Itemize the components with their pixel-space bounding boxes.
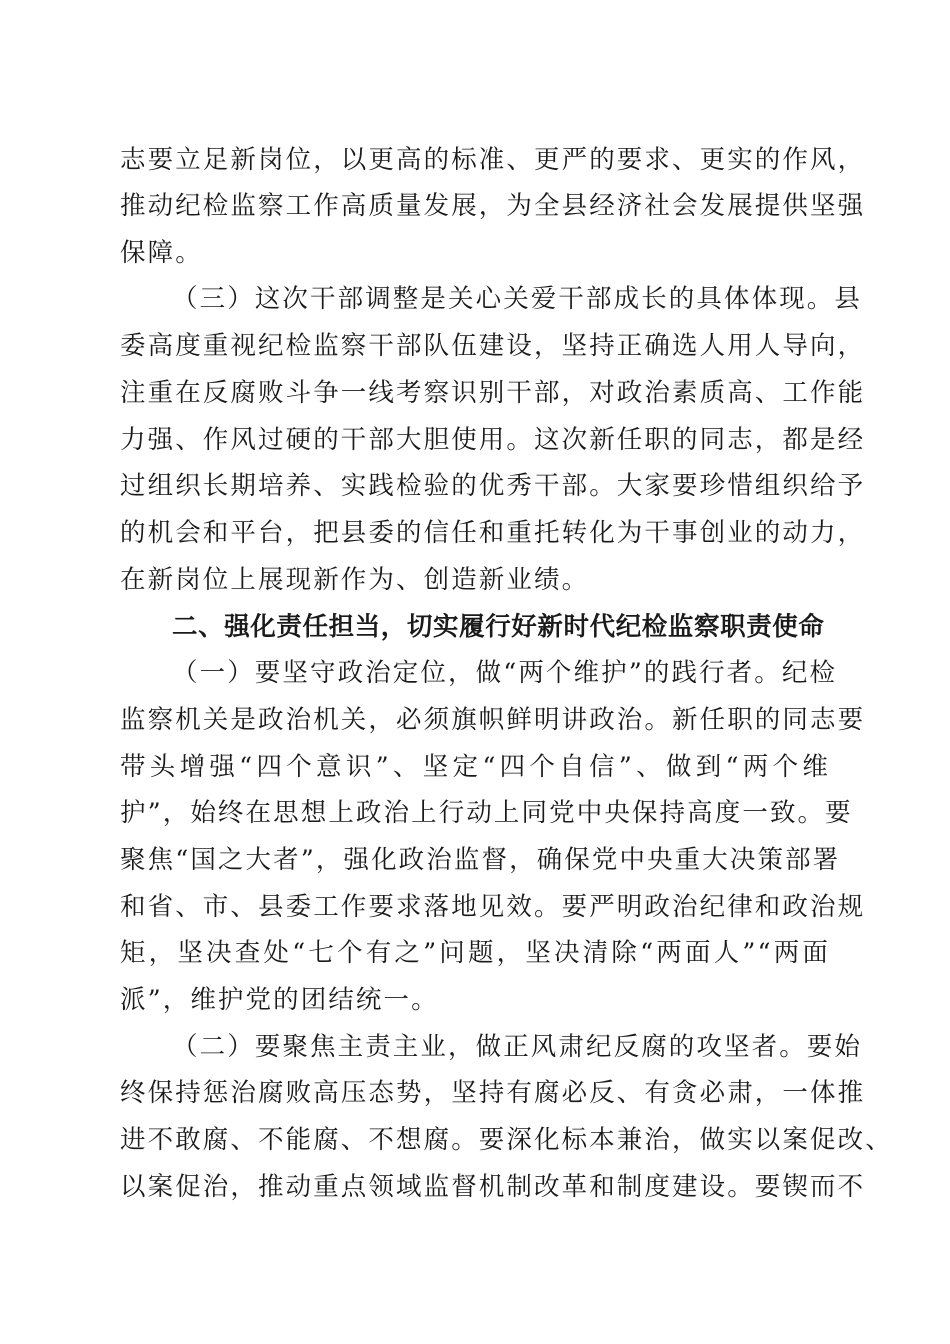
body-text-line: 推动纪检监察工作高质量发展，为全县经济社会发展提供坚强 — [120, 191, 866, 221]
body-text-line: 志要立足新岗位，以更高的标准、更严的要求、更实的作风， — [120, 145, 866, 175]
paragraph-first-line: （一）要坚守政治定位，做“两个维护”的践行者。纪检 — [172, 658, 838, 688]
body-text-line: 注重在反腐败斗争一线考察识别干部，对政治素质高、工作能 — [120, 378, 866, 408]
body-text-line: 在新岗位上展现新作为、创造新业绩。 — [120, 565, 590, 595]
body-text-line: 力强、作风过硬的干部大胆使用。这次新任职的同志，都是经 — [120, 425, 866, 455]
body-text-line: 矩，坚决查处“七个有之”问题，坚决清除“两面人”“两面 — [120, 938, 830, 968]
body-text-line: 派”，维护党的团结统一。 — [120, 985, 439, 1015]
body-text-line: 进不敢腐、不能腐、不想腐。要深化标本兼治，做实以案促改、 — [120, 1125, 893, 1155]
body-text-line: 护”，始终在思想上政治上行动上同党中央保持高度一致。要 — [120, 798, 853, 828]
body-text-line: 以案促治，推动重点领域监督机制改革和制度建设。要锲而不 — [120, 1172, 866, 1202]
body-text-line: 终保持惩治腐败高压态势，坚持有腐必反、有贪必肃，一体推 — [120, 1078, 866, 1108]
body-text-line: 保障。 — [120, 238, 203, 268]
body-text-line: 委高度重视纪检监察干部队伍建设，坚持正确选人用人导向， — [120, 331, 866, 361]
body-text-line: 监察机关是政治机关，必须旗帜鲜明讲政治。新任职的同志要 — [120, 705, 866, 735]
paragraph-first-line: （三）这次干部调整是关心关爱干部成长的具体体现。县 — [172, 284, 863, 314]
body-text-line: 的机会和平台，把县委的信任和重托转化为干事创业的动力， — [120, 518, 866, 548]
body-text-line: 带头增强“四个意识”、坚定“四个自信”、做到“两个维 — [120, 752, 830, 782]
body-text-line: 和省、市、县委工作要求落地见效。要严明政治纪律和政治规 — [120, 892, 866, 922]
section-heading: 二、强化责任担当，切实履行好新时代纪检监察职责使命 — [172, 612, 825, 642]
body-text-line: 聚焦“国之大者”，强化政治监督，确保党中央重大决策部署 — [120, 845, 841, 875]
body-text-line: 过组织长期培养、实践检验的优秀干部。大家要珍惜组织给予 — [120, 471, 866, 501]
paragraph-first-line: （二）要聚焦主责主业，做正风肃纪反腐的攻坚者。要始 — [172, 1032, 863, 1062]
